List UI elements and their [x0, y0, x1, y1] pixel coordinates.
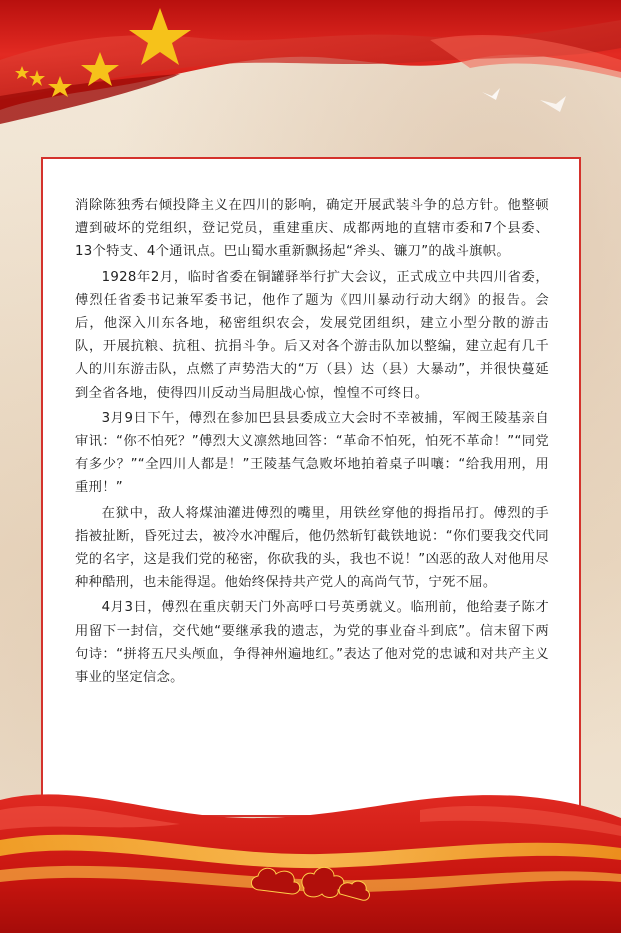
- auspicious-cloud-icon: [240, 850, 380, 910]
- article-paragraph: 4月3日，傅烈在重庆朝天门外高呼口号英勇就义。临刑前，他给妻子陈才用留下一封信，交代她“要继承我的遗志，为党的事业奋斗到底”。信末留下两句诗：“拼将五尺头颅血，争得神州遍地红。”表达了他对党的忠诚和对共产主义事业的坚定信念。: [75, 600, 549, 686]
- top-red-flag-banner: [0, 0, 621, 140]
- article-paragraph: 消除陈独秀右倾投降主义在四川的影响，确定开展武装斗争的总方针。他整顿遭到破坏的党组织，登记党员，重建重庆、成都两地的直辖市委和7个县委、13个特支、4个通讯点。巴山蜀水重新飘扬起“斧头、镰刀”的战斗旗帜。: [75, 198, 549, 260]
- article-text: [75, 194, 549, 689]
- article-paragraph: 1928年2月，临时省委在铜罐驿举行扩大会议，正式成立中共四川省委，傅烈任省委书记兼军委书记，他作了题为《四川暴动行动大纲》的报告。会后，他深入川东各地，秘密组织农会，发展党团组织，建立小型分散的游击队，开展抗粮、抗租、抗捐斗争。后又对各个游击队加以整编，建立起有几千人的川东游击队，点燃了声势浩大的“万（县）达（县）大暴动”，并很快蔓延到全省各地，使得四川反动当局胆战心惊，惶惶不可终日。: [75, 269, 549, 401]
- article-paragraph: 3月9日下午，傅烈在参加巴县县委成立大会时不幸被捕，军阀王陵基亲自审讯：“你不怕死？”傅烈大义凛然地回答：“革命不怕死，怕死不革命！”“同党有多少？”“全四川人都是！”王陵基气急败坏地拍着桌子叫嚷：“给我用刑，用重刑！”: [75, 410, 549, 496]
- article-paragraph: 在狱中，敌人将煤油灌进傅烈的嘴里，用铁丝穿他的拇指吊打。傅烈的手指被扯断，昏死过去，被冷水冲醒后，他仍然斩钉截铁地说：“你们要我交代同党的名字，这是我们党的秘密，你砍我的头，我也不说！”凶恶的敌人对他用尽种种酷刑，也未能得逞。他始终保持共产党人的高尚气节，宁死不屈。: [75, 505, 549, 591]
